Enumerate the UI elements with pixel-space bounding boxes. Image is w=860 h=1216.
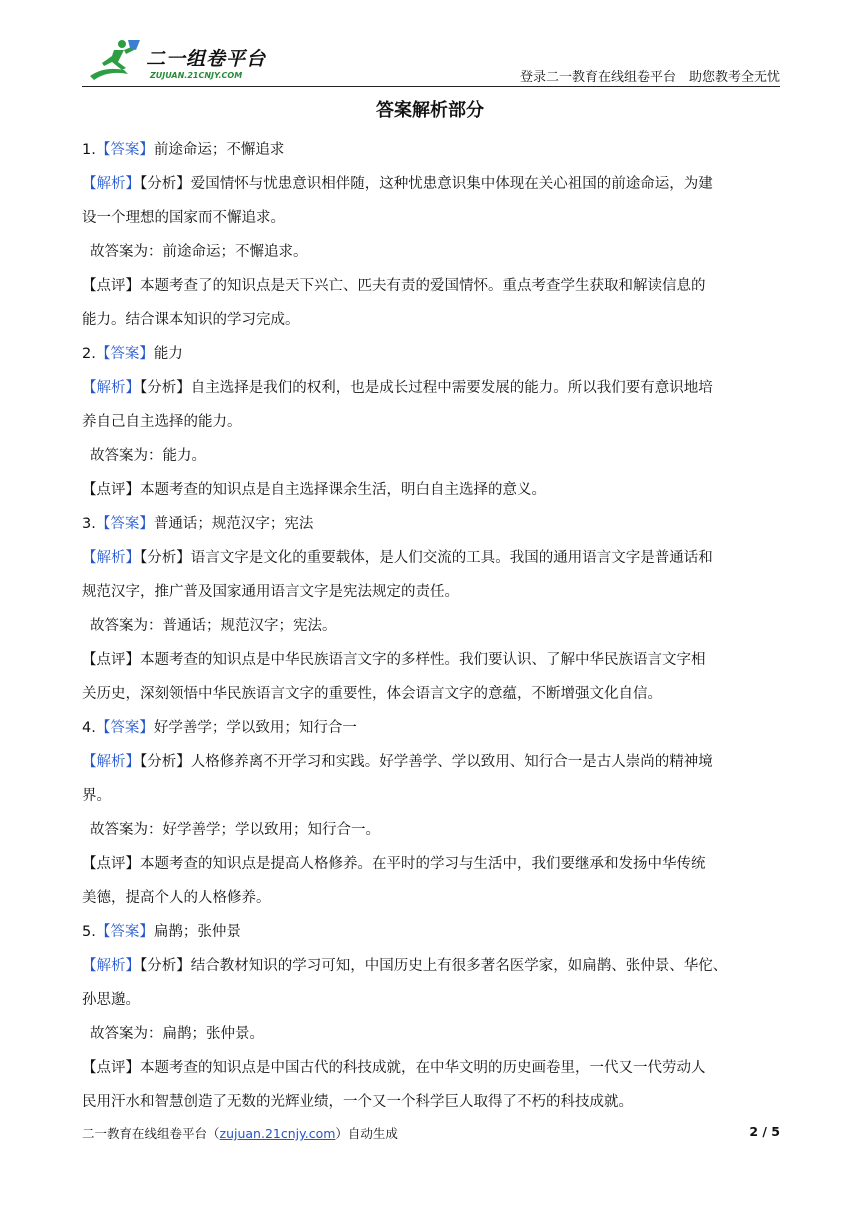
- answer-tag: 【答案】: [95, 720, 154, 736]
- answer-tag: 【答案】: [95, 346, 154, 362]
- answer-tag: 【答案】: [95, 924, 154, 940]
- footer-site-link[interactable]: zujuan.21cnjy.com: [219, 1126, 336, 1141]
- comment-line: 【点评】本题考查的知识点是提高人格修养。在平时的学习与生活中，我们要继承和发扬中华传统: [82, 856, 706, 872]
- comment-line: 【点评】本题考查的知识点是中华民族语言文字的多样性。我们要认识、了解中华民族语言文字相: [82, 652, 706, 668]
- comment-line: 美德，提高个人的人格修养。: [82, 890, 271, 906]
- jiexi-tag: 【解析】: [82, 958, 140, 974]
- question-number: 3.: [82, 516, 96, 532]
- analysis-line: [82, 371, 782, 405]
- analysis-text: 【分析】人格修养离不开学习和实践。好学善学、学以致用、知行合一是古人崇尚的精神境: [140, 754, 713, 770]
- page-header: [82, 30, 780, 87]
- answer-line: [82, 133, 782, 167]
- conclusion-line: 故答案为：扁鹊；张仲景。: [90, 1026, 264, 1042]
- comment-line: 能力。结合课本知识的学习完成。: [82, 312, 300, 328]
- answer-tag: 【答案】: [95, 516, 154, 532]
- question-number: 2.: [82, 346, 96, 362]
- footer-generated-note: [82, 1124, 398, 1142]
- conclusion-line: 故答案为：前途命运；不懈追求。: [90, 244, 308, 260]
- jiexi-tag: 【解析】: [82, 176, 140, 192]
- analysis-line: 界。: [82, 788, 111, 804]
- answer-text: 扁鹊；张仲景: [153, 924, 241, 940]
- comment-line: 关历史，深刻领悟中华民族语言文字的重要性，体会语言文字的意蕴，不断增强文化自信。: [82, 686, 662, 702]
- answer-text: 好学善学；学以致用；知行合一: [153, 720, 357, 736]
- question-number: 1.: [82, 142, 96, 158]
- logo-subtitle: ZUJUAN.21CNJY.COM: [150, 71, 243, 80]
- analysis-line: 设一个理想的国家而不懈追求。: [82, 210, 285, 226]
- answer-text: 前途命运；不懈追求: [153, 142, 285, 158]
- analysis-line: [82, 949, 782, 983]
- footer-text: ）自动生成: [335, 1126, 398, 1141]
- jiexi-tag: 【解析】: [82, 550, 140, 566]
- jiexi-tag: 【解析】: [82, 754, 140, 770]
- analysis-text: 【分析】爱国情怀与忧患意识相伴随，这种忧患意识集中体现在关心祖国的前途命运，为建: [140, 176, 713, 192]
- answer-content: [82, 133, 782, 1119]
- question-number: 5.: [82, 924, 96, 940]
- page-number: 2 / 5: [749, 1124, 780, 1139]
- analysis-text: 【分析】自主选择是我们的权利，也是成长过程中需要发展的能力。所以我们要有意识地培: [140, 380, 713, 396]
- analysis-line: [82, 745, 782, 779]
- analysis-line: 孙思邈。: [82, 992, 140, 1008]
- conclusion-line: 故答案为：好学善学；学以致用；知行合一。: [90, 822, 380, 838]
- analysis-line: [82, 167, 782, 201]
- answer-line: [82, 337, 782, 371]
- document-title: 答案解析部分: [376, 100, 484, 121]
- answer-tag: 【答案】: [95, 142, 154, 158]
- conclusion-line: 故答案为：能力。: [90, 448, 206, 464]
- analysis-line: 养自己自主选择的能力。: [82, 414, 242, 430]
- answer-text: 普通话；规范汉字；宪法: [153, 516, 314, 532]
- analysis-line: [82, 541, 782, 575]
- answer-line: [82, 915, 782, 949]
- header-slogan: 登录二一教育在线组卷平台 助您教考全无忧: [519, 70, 780, 85]
- comment-line: 【点评】本题考查了的知识点是天下兴亡、匹夫有责的爱国情怀。重点考查学生获取和解读信息的: [82, 278, 706, 294]
- comment-line: 【点评】本题考查的知识点是自主选择课余生活，明白自主选择的意义。: [82, 482, 546, 498]
- comment-line: 民用汗水和智慧创造了无数的光辉业绩，一个又一个科学巨人取得了不朽的科技成就。: [82, 1094, 633, 1110]
- question-number: 4.: [82, 720, 96, 736]
- analysis-text: 【分析】结合教材知识的学习可知，中国历史上有很多著名医学家，如扁鹊、张仲景、华佗、: [140, 958, 728, 974]
- comment-line: 【点评】本题考查的知识点是中国古代的科技成就，在中华文明的历史画卷里，一代又一代劳动人: [82, 1060, 706, 1076]
- answer-line: [82, 711, 782, 745]
- page-footer: [82, 1124, 780, 1146]
- analysis-line: 规范汉字，推广普及国家通用语言文字是宪法规定的责任。: [82, 584, 459, 600]
- footer-text: 二一教育在线组卷平台（: [82, 1126, 220, 1141]
- analysis-text: 【分析】语言文字是文化的重要载体，是人们交流的工具。我国的通用语言文字是普通话和: [140, 550, 713, 566]
- runner-icon: [84, 36, 146, 84]
- answer-line: [82, 507, 782, 541]
- zujuan-logo: [84, 36, 274, 84]
- answer-text: 能力: [153, 346, 183, 362]
- conclusion-line: 故答案为：普通话；规范汉字；宪法。: [90, 618, 337, 634]
- logo-title: 二一组卷平台: [146, 48, 267, 70]
- jiexi-tag: 【解析】: [82, 380, 140, 396]
